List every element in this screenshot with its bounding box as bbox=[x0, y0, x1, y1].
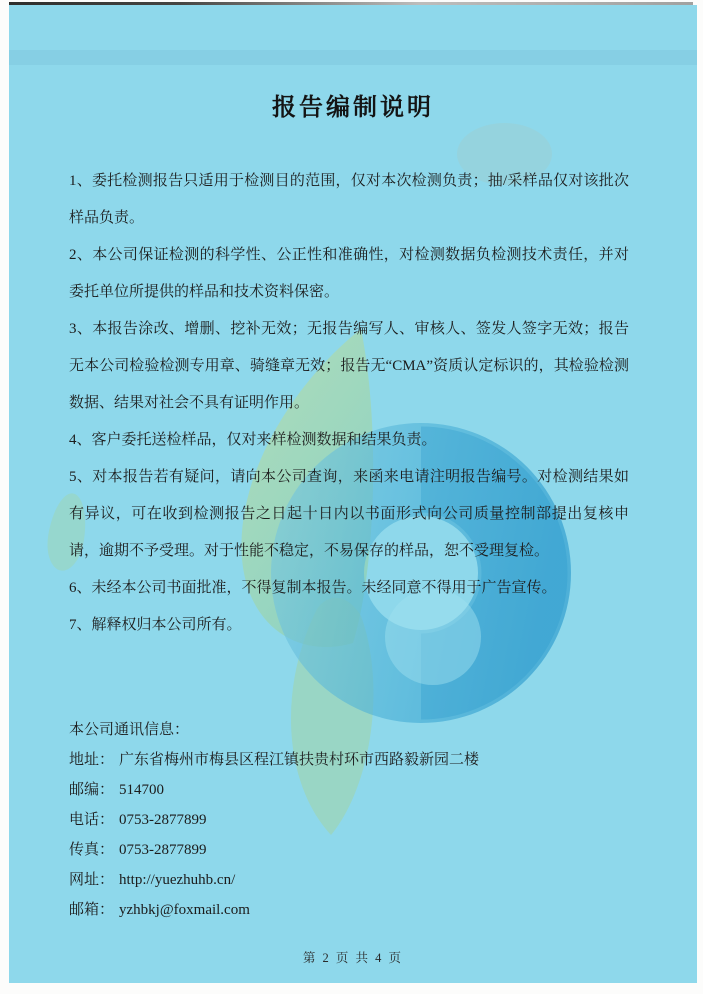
note-item-4: 4、客户委托送检样品，仅对来样检测数据和结果负责。 bbox=[69, 432, 437, 448]
contact-line-fax bbox=[69, 835, 479, 865]
contact-label-address: 地址： bbox=[69, 752, 115, 768]
note-item-7: 7、解释权归本公司所有。 bbox=[69, 617, 242, 633]
contact-value-zipcode: 514700 bbox=[119, 782, 165, 798]
contact-label-fax: 传真： bbox=[69, 842, 115, 858]
note-item-3: 3、本报告涂改、增删、挖补无效；无报告编写人、审核人、签发人签字无效；报告无本公司检验检测专用章、骑缝章无效；报告无“CMA”资质认定标识的，其检验检测数据、结果对社会不具有证明作用。 bbox=[69, 321, 629, 411]
contact-value-address: 广东省梅州市梅县区程江镇扶贵村环市西路毅新园二楼 bbox=[119, 752, 480, 768]
note-item-1: 1、委托检测报告只适用于检测目的范围，仅对本次检测负责；抽/采样品仅对该批次样品负责。 bbox=[69, 173, 629, 226]
contact-value-email: yzhbkj@foxmail.com bbox=[119, 902, 250, 918]
page-number: 第 2 页 共 4 页 bbox=[302, 951, 404, 965]
note-item-2: 2、本公司保证检测的科学性、公正性和准确性，对检测数据负检测技术责任，并对委托单位所提供的样品和技术资料保密。 bbox=[69, 247, 629, 300]
contact-value-phone: 0753-2877899 bbox=[119, 812, 207, 828]
page-title: 报告编制说明 bbox=[272, 94, 434, 121]
contact-line-website bbox=[69, 865, 479, 895]
report-notes bbox=[69, 163, 629, 644]
page-footer bbox=[9, 948, 697, 966]
contact-value-website: http://yuezhuhb.cn/ bbox=[119, 872, 236, 888]
note-item-6: 6、未经本公司书面批准，不得复制本报告。未经同意不得用于广告宣传。 bbox=[69, 580, 557, 596]
contact-line-zipcode bbox=[69, 775, 479, 805]
contact-info bbox=[69, 715, 479, 925]
contact-heading: 本公司通讯信息： bbox=[69, 722, 190, 738]
contact-value-fax: 0753-2877899 bbox=[119, 842, 207, 858]
contact-label-email: 邮箱： bbox=[69, 902, 115, 918]
contact-line-address bbox=[69, 745, 479, 775]
contact-label-website: 网址： bbox=[69, 872, 115, 888]
scan-page bbox=[9, 5, 697, 983]
contact-label-phone: 电话： bbox=[69, 812, 115, 828]
note-item-5: 5、对本报告若有疑问，请向本公司查询，来函来电请注明报告编号。对检测结果如有异议，可在收到检测报告之日起十日内以书面形式向公司质量控制部提出复核申请，逾期不予受理。对于性能不稳定，不易保存的样品，恕不受理复检。 bbox=[69, 469, 629, 559]
contact-label-zipcode: 邮编： bbox=[69, 782, 115, 798]
contact-line-email bbox=[69, 895, 479, 925]
scan-artifact-band bbox=[9, 50, 697, 65]
contact-line-phone bbox=[69, 805, 479, 835]
